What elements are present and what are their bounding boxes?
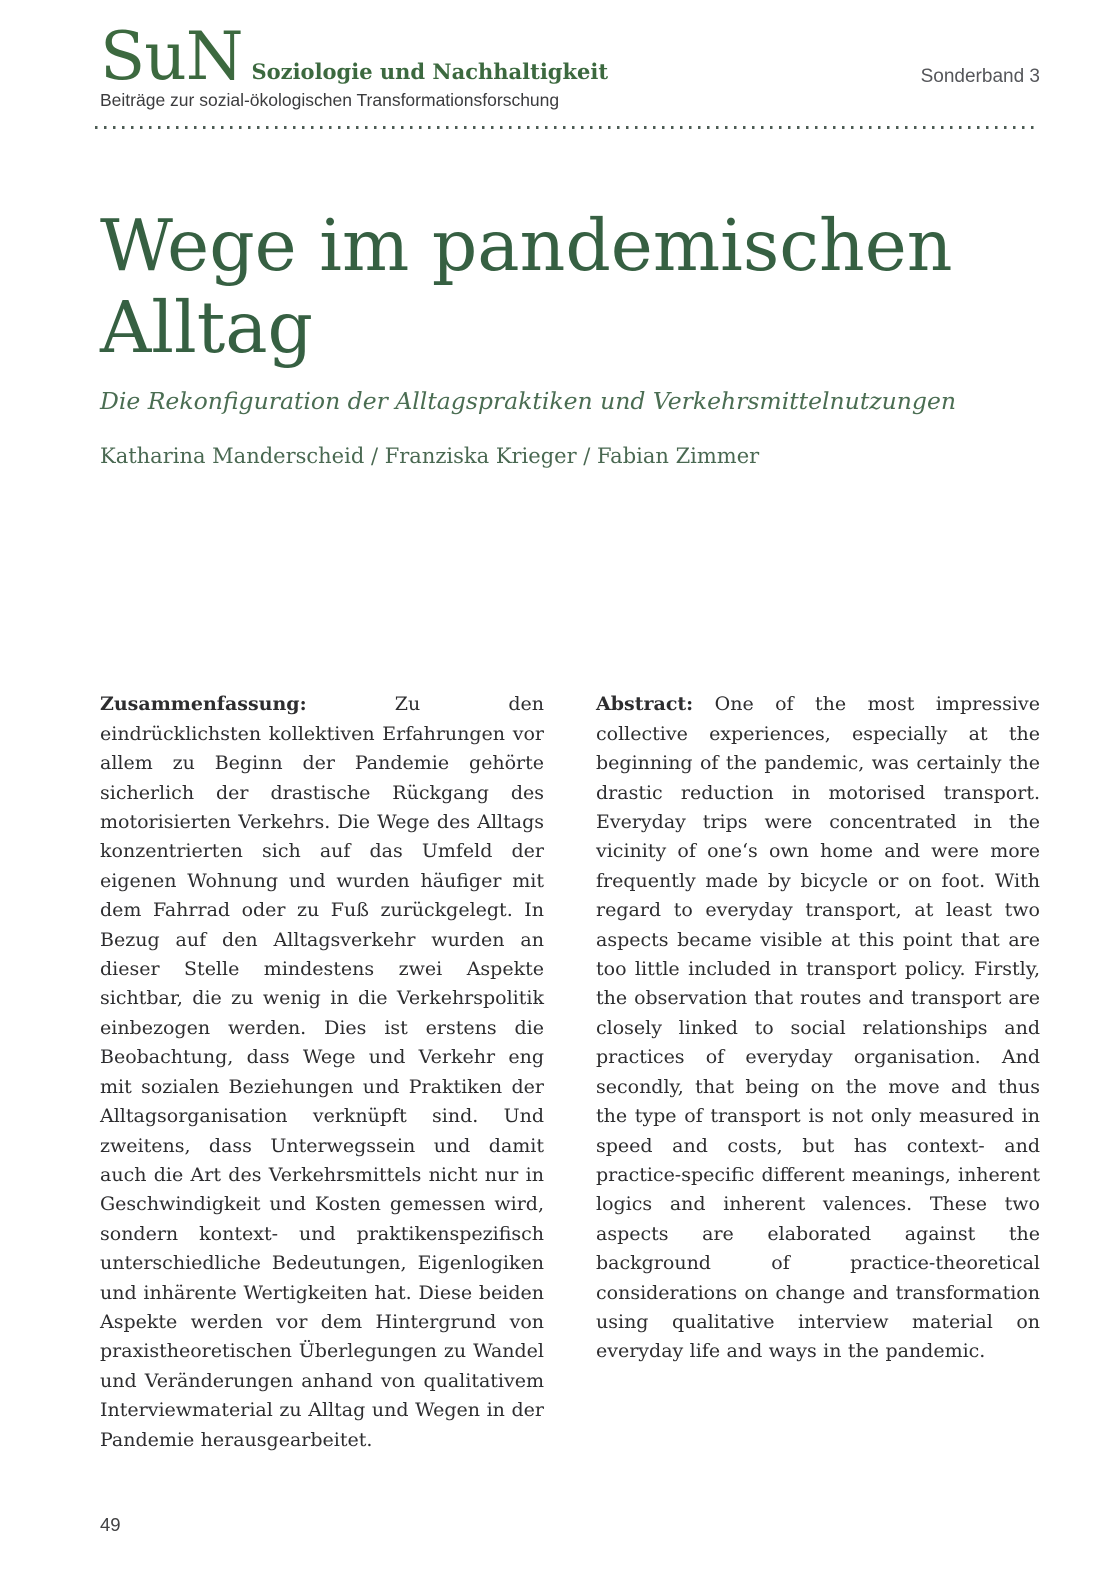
abstract-english: [596, 690, 1040, 1455]
article-title: Wege im pandemischen Alltag: [100, 203, 953, 370]
journal-tagline: Beiträge zur sozial-ökologischen Transformationsforschung: [100, 89, 560, 110]
abstract-german-label: Zusammenfassung:: [100, 693, 307, 716]
abstract-german: [100, 690, 544, 1455]
abstract-columns: [100, 690, 1040, 1455]
abstract-german-text: Zu den eindrücklichsten kollektiven Erfahrungen vor allem zu Beginn der Pandemie gehörte sicherlich der drastische Rückgang des motorisierten Verkehrs. Die Wege des Alltags konzentrierten sich auf das Umfeld der eigenen Wohnung und wurden häufiger mit dem Fahrrad oder zu Fuß zurückgelegt. In Bezug auf den Alltagsverkehr wurden an dieser Stelle mindestens zwei Aspekte sichtbar, die zu wenig in die Verkehrspolitik einbezogen werden. Dies ist erstens die Beobachtung, dass Wege und Verkehr eng mit sozialen Beziehungen und Praktiken der Alltagsorganisation verknüpft sind. Und zweitens, dass Unterwegssein und damit auch die Art des Verkehrsmittels nicht nur in Geschwindigkeit und Kosten gemessen wird, sondern kontext- und praktikenspezifisch unterschiedliche Bedeutungen, Eigenlogiken und inhärente Wertigkeiten hat. Diese beiden Aspekte werden vor dem Hintergrund von praxistheoretischen Überlegungen zu Wandel und Veränderungen anhand von qualitativem Interviewmaterial zu Alltag und Wegen in der Pandemie herausgearbeitet.: [100, 693, 544, 1451]
article: [100, 205, 1040, 1455]
abstract-english-text: One of the most impressive collective experiences, especially at the beginning of the pandemic, was certainly the drastic reduction in motorised transport. Everyday trips were concentrated in the vicinity of one‘s own home and were more frequently made by bicycle or on foot. With regard to everyday transport, at least two aspects became visible at this point that are too little included in transport policy. Firstly, the observation that routes and transport are closely linked to social relationships and practices of everyday organisation. And secondly, that being on the move and thus the type of transport is not only measured in speed and costs, but has context- and practice-specific different meanings, inherent logics and inherent valences. These two aspects are elaborated against the background of practice-theoretical considerations on change and transformation using qualitative interview material on everyday life and ways in the pandemic.: [596, 693, 1040, 1363]
journal-header: [100, 18, 1040, 111]
page-number: 49: [100, 1514, 121, 1535]
article-subtitle: Die Rekonfiguration der Alltagspraktiken und Verkehrsmittelnutzungen: [100, 387, 956, 416]
abstract-english-label: Abstract:: [596, 693, 694, 716]
journal-brand: [100, 18, 609, 111]
journal-name: Soziologie und Nachhaltigkeit: [251, 59, 609, 84]
issue-label: Sonderband 3: [920, 66, 1040, 87]
journal-logo: SuN: [100, 18, 243, 95]
authors-line: Katharina Manderscheid / Franziska Krieger / Fabian Zimmer: [100, 444, 760, 469]
dotted-divider: [95, 126, 1040, 129]
